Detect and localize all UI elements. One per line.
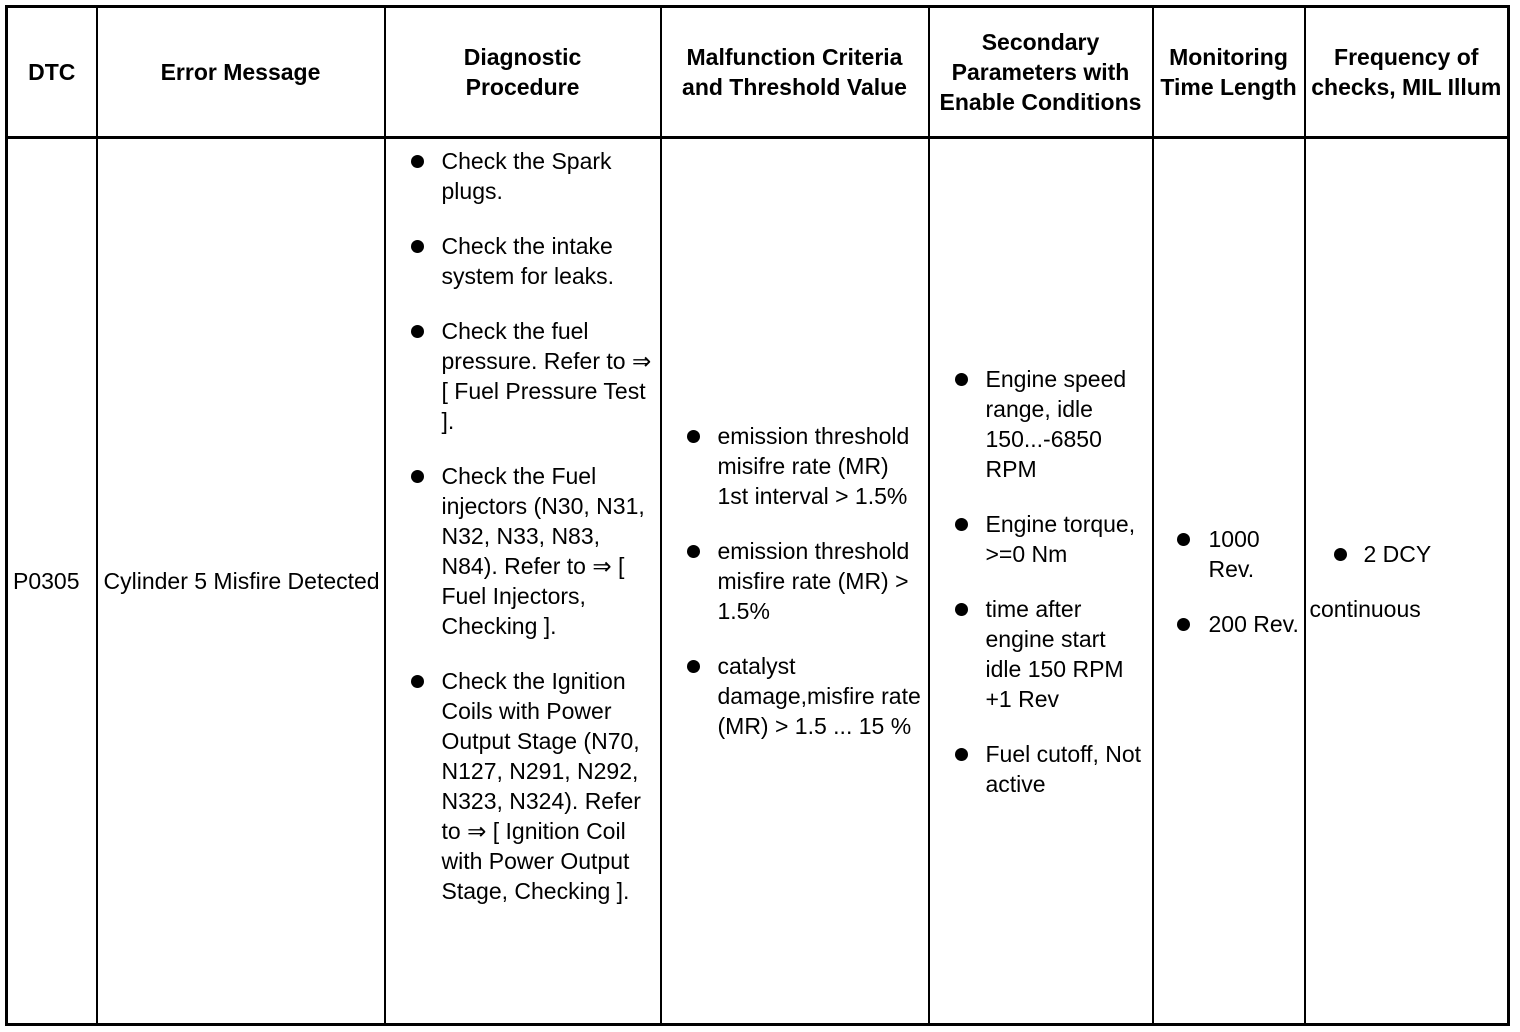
frequency-note: continuous: [1309, 595, 1421, 622]
list-item: time after engine start idle 150 RPM +1 Rev: [930, 594, 1152, 714]
error-message: Cylinder 5 Misfire Detected: [97, 138, 385, 1025]
table-row: [7, 138, 1509, 1025]
header-row: [7, 7, 1509, 138]
list-item: Check the intake system for leaks.: [386, 231, 660, 291]
frequency-cell: [1305, 138, 1509, 1025]
malfunction-criteria-cell: [661, 138, 929, 1025]
dtc-table: [5, 5, 1510, 1026]
list-item: emission threshold misifre rate (MR) 1st interval > 1.5%: [662, 421, 928, 511]
dtc-code: P0305: [7, 138, 97, 1025]
monitoring-time-cell: [1153, 138, 1305, 1025]
secondary-parameters-list: [930, 364, 1152, 799]
header-malfunction-criteria: Malfunction Criteria and Threshold Value: [661, 7, 929, 138]
list-item: Engine torque, >=0 Nm: [930, 509, 1152, 569]
malfunction-criteria-list: [662, 421, 928, 741]
diagnostic-procedure-cell: [385, 138, 661, 1025]
list-item: Check the Fuel injectors (N30, N31, N32, N33, N83, N84). Refer to ⇒ [ Fuel Injectors, Checking ].: [386, 461, 660, 641]
header-error-message: Error Message: [97, 7, 385, 138]
list-item: 200 Rev.: [1154, 609, 1304, 639]
secondary-parameters-cell: [929, 138, 1153, 1025]
list-item: catalyst damage,misfire rate (MR) > 1.5 ... 15 %: [662, 651, 928, 741]
list-item: Fuel cutoff, Not active: [930, 739, 1152, 799]
header-diagnostic-procedure: Diagnostic Procedure: [385, 7, 661, 138]
header-secondary-parameters: Secondary Parameters with Enable Conditions: [929, 7, 1153, 138]
header-frequency: Frequency of checks, MIL Illum: [1305, 7, 1509, 138]
diagnostic-procedure-list: [386, 146, 660, 906]
list-item: Check the fuel pressure. Refer to ⇒ [ Fuel Pressure Test ].: [386, 316, 660, 436]
header-monitoring-time: Monitoring Time Length: [1153, 7, 1305, 138]
list-item: 1000 Rev.: [1154, 524, 1304, 584]
list-item: Check the Ignition Coils with Power Output Stage (N70, N127, N291, N292, N323, N324). Refer to ⇒ [ Ignition Coil with Power Output Stage, Checking ].: [386, 666, 660, 906]
frequency-list: [1310, 539, 1508, 569]
list-item: 2 DCY: [1310, 539, 1508, 569]
monitoring-time-list: [1154, 524, 1304, 639]
list-item: emission threshold misfire rate (MR) > 1.5%: [662, 536, 928, 626]
list-item: Check the Spark plugs.: [386, 146, 660, 206]
list-item: Engine speed range, idle 150...-6850 RPM: [930, 364, 1152, 484]
header-dtc: DTC: [7, 7, 97, 138]
